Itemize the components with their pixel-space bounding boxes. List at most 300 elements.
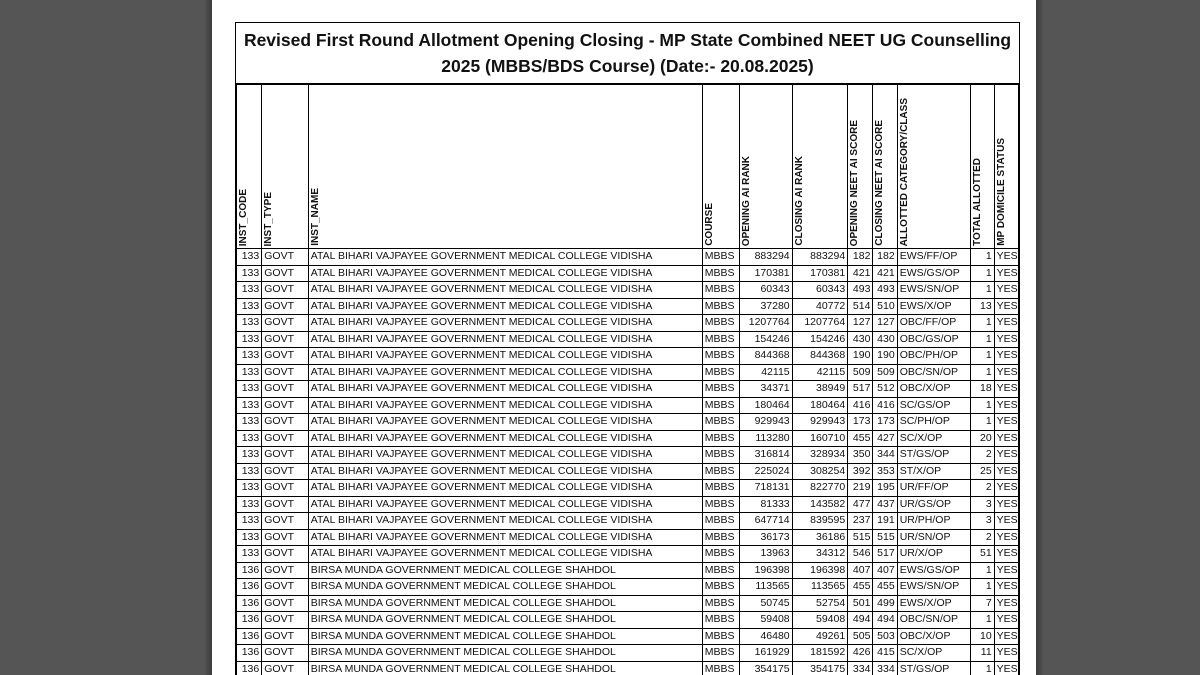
cell-inst-code: 133 <box>237 315 262 332</box>
cell-opening-neet-score: 173 <box>848 414 873 431</box>
cell-inst-name: ATAL BIHARI VAJPAYEE GOVERNMENT MEDICAL COLLEGE VIDISHA <box>308 397 702 414</box>
cell-closing-ai-rank: 328934 <box>792 447 848 464</box>
cell-mp-domicile-status: YES <box>994 529 1018 546</box>
cell-inst-name: ATAL BIHARI VAJPAYEE GOVERNMENT MEDICAL COLLEGE VIDISHA <box>308 331 702 348</box>
cell-inst-name: ATAL BIHARI VAJPAYEE GOVERNMENT MEDICAL COLLEGE VIDISHA <box>308 414 702 431</box>
cell-inst-name: ATAL BIHARI VAJPAYEE GOVERNMENT MEDICAL COLLEGE VIDISHA <box>308 348 702 365</box>
table-row <box>237 562 1019 579</box>
cell-allotted-category: UR/X/OP <box>897 546 971 563</box>
cell-total-allotted: 2 <box>971 529 994 546</box>
cell-allotted-category: OBC/X/OP <box>897 381 971 398</box>
cell-closing-neet-score: 437 <box>873 496 897 513</box>
cell-closing-ai-rank: 34312 <box>792 546 848 563</box>
cell-allotted-category: OBC/GS/OP <box>897 331 971 348</box>
cell-closing-ai-rank: 929943 <box>792 414 848 431</box>
cell-closing-neet-score: 353 <box>873 463 897 480</box>
header-row <box>237 85 1019 249</box>
table-row <box>237 513 1019 530</box>
cell-closing-ai-rank: 308254 <box>792 463 848 480</box>
header-label: OPENING AI RANK <box>741 155 753 246</box>
title-line-1: Revised First Round Allotment Opening Closing - MP State Combined NEET UG Counselling <box>243 30 1012 50</box>
cell-inst-code: 136 <box>237 595 262 612</box>
cell-total-allotted: 1 <box>971 397 994 414</box>
cell-opening-ai-rank: 59408 <box>740 612 793 629</box>
cell-total-allotted: 51 <box>971 546 994 563</box>
cell-closing-neet-score: 427 <box>873 430 897 447</box>
cell-course: MBBS <box>702 513 739 530</box>
cell-opening-ai-rank: 36173 <box>740 529 793 546</box>
table-row <box>237 381 1019 398</box>
header-label: INST_CODE <box>238 188 249 246</box>
cell-inst-name: ATAL BIHARI VAJPAYEE GOVERNMENT MEDICAL COLLEGE VIDISHA <box>308 364 702 381</box>
cell-closing-ai-rank: 196398 <box>792 562 848 579</box>
cell-inst-name: BIRSA MUNDA GOVERNMENT MEDICAL COLLEGE SHAHDOL <box>308 562 702 579</box>
cell-inst-code: 133 <box>237 414 262 431</box>
cell-opening-ai-rank: 929943 <box>740 414 793 431</box>
cell-course: MBBS <box>702 562 739 579</box>
cell-total-allotted: 20 <box>971 430 994 447</box>
cell-mp-domicile-status: YES <box>994 546 1018 563</box>
cell-inst-code: 136 <box>237 661 262 675</box>
cell-inst-type: GOVT <box>262 348 308 365</box>
cell-allotted-category: OBC/SN/OP <box>897 612 971 629</box>
cell-opening-ai-rank: 46480 <box>740 628 793 645</box>
cell-course: MBBS <box>702 331 739 348</box>
cell-closing-neet-score: 503 <box>873 628 897 645</box>
cell-closing-neet-score: 512 <box>873 381 897 398</box>
table-row <box>237 546 1019 563</box>
cell-opening-neet-score: 501 <box>848 595 873 612</box>
cell-opening-ai-rank: 170381 <box>740 265 793 282</box>
cell-total-allotted: 3 <box>971 496 994 513</box>
table-row <box>237 529 1019 546</box>
cell-opening-ai-rank: 225024 <box>740 463 793 480</box>
cell-inst-code: 133 <box>237 513 262 530</box>
cell-inst-name: BIRSA MUNDA GOVERNMENT MEDICAL COLLEGE SHAHDOL <box>308 628 702 645</box>
cell-allotted-category: OBC/PH/OP <box>897 348 971 365</box>
cell-mp-domicile-status: YES <box>994 612 1018 629</box>
cell-allotted-category: EWS/SN/OP <box>897 282 971 299</box>
cell-inst-name: ATAL BIHARI VAJPAYEE GOVERNMENT MEDICAL COLLEGE VIDISHA <box>308 265 702 282</box>
header-inst-type <box>262 85 308 249</box>
cell-total-allotted: 1 <box>971 265 994 282</box>
cell-allotted-category: ST/GS/OP <box>897 661 971 675</box>
cell-course: MBBS <box>702 529 739 546</box>
cell-closing-ai-rank: 113565 <box>792 579 848 596</box>
cell-opening-ai-rank: 37280 <box>740 298 793 315</box>
cell-inst-type: GOVT <box>262 331 308 348</box>
header-label: INST_TYPE <box>263 191 275 246</box>
cell-closing-ai-rank: 160710 <box>792 430 848 447</box>
cell-total-allotted: 1 <box>971 364 994 381</box>
cell-opening-neet-score: 407 <box>848 562 873 579</box>
cell-allotted-category: OBC/SN/OP <box>897 364 971 381</box>
cell-opening-neet-score: 421 <box>848 265 873 282</box>
cell-course: MBBS <box>702 397 739 414</box>
cell-closing-neet-score: 509 <box>873 364 897 381</box>
cell-opening-neet-score: 127 <box>848 315 873 332</box>
cell-closing-neet-score: 517 <box>873 546 897 563</box>
header-opening-neet-score <box>848 85 873 249</box>
cell-closing-neet-score: 182 <box>873 249 897 266</box>
cell-closing-neet-score: 421 <box>873 265 897 282</box>
cell-opening-ai-rank: 113565 <box>740 579 793 596</box>
cell-total-allotted: 1 <box>971 579 994 596</box>
cell-total-allotted: 1 <box>971 612 994 629</box>
cell-inst-name: ATAL BIHARI VAJPAYEE GOVERNMENT MEDICAL COLLEGE VIDISHA <box>308 447 702 464</box>
cell-opening-neet-score: 455 <box>848 579 873 596</box>
cell-course: MBBS <box>702 628 739 645</box>
cell-inst-code: 133 <box>237 381 262 398</box>
cell-inst-code: 133 <box>237 282 262 299</box>
cell-allotted-category: SC/GS/OP <box>897 397 971 414</box>
cell-mp-domicile-status: YES <box>994 397 1018 414</box>
cell-inst-name: ATAL BIHARI VAJPAYEE GOVERNMENT MEDICAL COLLEGE VIDISHA <box>308 381 702 398</box>
cell-allotted-category: ST/GS/OP <box>897 447 971 464</box>
cell-closing-neet-score: 493 <box>873 282 897 299</box>
table-row <box>237 579 1019 596</box>
cell-inst-type: GOVT <box>262 315 308 332</box>
cell-opening-neet-score: 455 <box>848 430 873 447</box>
cell-allotted-category: EWS/GS/OP <box>897 265 971 282</box>
cell-closing-ai-rank: 42115 <box>792 364 848 381</box>
cell-allotted-category: UR/SN/OP <box>897 529 971 546</box>
cell-opening-neet-score: 426 <box>848 645 873 662</box>
cell-mp-domicile-status: YES <box>994 645 1018 662</box>
cell-inst-type: GOVT <box>262 430 308 447</box>
cell-closing-neet-score: 190 <box>873 348 897 365</box>
cell-closing-ai-rank: 59408 <box>792 612 848 629</box>
cell-opening-neet-score: 219 <box>848 480 873 497</box>
header-label: ALLOTTED CATEGORY/CLASS <box>898 97 910 246</box>
cell-mp-domicile-status: YES <box>994 496 1018 513</box>
cell-inst-type: GOVT <box>262 249 308 266</box>
header-label: INST_NAME <box>309 188 321 246</box>
cell-closing-neet-score: 499 <box>873 595 897 612</box>
cell-mp-domicile-status: YES <box>994 298 1018 315</box>
header-course <box>702 85 739 249</box>
cell-mp-domicile-status: YES <box>994 628 1018 645</box>
cell-total-allotted: 2 <box>971 447 994 464</box>
table-row <box>237 496 1019 513</box>
cell-opening-neet-score: 493 <box>848 282 873 299</box>
cell-inst-type: GOVT <box>262 364 308 381</box>
cell-total-allotted: 2 <box>971 480 994 497</box>
cell-opening-ai-rank: 196398 <box>740 562 793 579</box>
cell-course: MBBS <box>702 463 739 480</box>
cell-inst-type: GOVT <box>262 628 308 645</box>
cell-allotted-category: SC/PH/OP <box>897 414 971 431</box>
cell-inst-code: 136 <box>237 645 262 662</box>
cell-mp-domicile-status: YES <box>994 513 1018 530</box>
cell-closing-neet-score: 415 <box>873 645 897 662</box>
cell-course: MBBS <box>702 381 739 398</box>
cell-inst-code: 133 <box>237 249 262 266</box>
cell-allotted-category: UR/GS/OP <box>897 496 971 513</box>
cell-total-allotted: 1 <box>971 661 994 675</box>
cell-closing-ai-rank: 40772 <box>792 298 848 315</box>
cell-inst-type: GOVT <box>262 282 308 299</box>
cell-inst-type: GOVT <box>262 265 308 282</box>
cell-total-allotted: 11 <box>971 645 994 662</box>
cell-allotted-category: EWS/X/OP <box>897 595 971 612</box>
cell-opening-neet-score: 494 <box>848 612 873 629</box>
cell-inst-type: GOVT <box>262 645 308 662</box>
header-label: OPENING NEET AI SCORE <box>849 119 861 246</box>
cell-course: MBBS <box>702 298 739 315</box>
cell-closing-neet-score: 195 <box>873 480 897 497</box>
cell-inst-name: ATAL BIHARI VAJPAYEE GOVERNMENT MEDICAL COLLEGE VIDISHA <box>308 315 702 332</box>
cell-closing-neet-score: 191 <box>873 513 897 530</box>
cell-closing-neet-score: 127 <box>873 315 897 332</box>
cell-allotted-category: OBC/FF/OP <box>897 315 971 332</box>
table-row <box>237 661 1019 675</box>
cell-inst-type: GOVT <box>262 661 308 675</box>
cell-closing-neet-score: 416 <box>873 397 897 414</box>
cell-closing-ai-rank: 883294 <box>792 249 848 266</box>
header-label: MP DOMICILE STATUS <box>995 138 1007 246</box>
cell-opening-neet-score: 515 <box>848 529 873 546</box>
cell-mp-domicile-status: YES <box>994 447 1018 464</box>
cell-inst-type: GOVT <box>262 397 308 414</box>
cell-inst-type: GOVT <box>262 480 308 497</box>
cell-closing-ai-rank: 154246 <box>792 331 848 348</box>
table-body <box>237 249 1019 675</box>
cell-opening-neet-score: 334 <box>848 661 873 675</box>
cell-inst-code: 133 <box>237 298 262 315</box>
header-total-allotted <box>971 85 994 249</box>
table-row <box>237 628 1019 645</box>
cell-opening-neet-score: 182 <box>848 249 873 266</box>
cell-closing-neet-score: 430 <box>873 331 897 348</box>
cell-opening-ai-rank: 50745 <box>740 595 793 612</box>
cell-allotted-category: EWS/GS/OP <box>897 562 971 579</box>
table-row <box>237 447 1019 464</box>
cell-total-allotted: 1 <box>971 282 994 299</box>
cell-closing-ai-rank: 52754 <box>792 595 848 612</box>
header-allotted-category <box>897 85 971 249</box>
document-title <box>236 23 1019 84</box>
header-inst-name <box>308 85 702 249</box>
header-mp-domicile-status <box>994 85 1018 249</box>
cell-inst-name: ATAL BIHARI VAJPAYEE GOVERNMENT MEDICAL COLLEGE VIDISHA <box>308 496 702 513</box>
cell-total-allotted: 7 <box>971 595 994 612</box>
table-row <box>237 364 1019 381</box>
cell-total-allotted: 1 <box>971 315 994 332</box>
cell-inst-type: GOVT <box>262 562 308 579</box>
table-row <box>237 265 1019 282</box>
cell-opening-ai-rank: 1207764 <box>740 315 793 332</box>
cell-closing-ai-rank: 38949 <box>792 381 848 398</box>
cell-course: MBBS <box>702 265 739 282</box>
cell-opening-neet-score: 517 <box>848 381 873 398</box>
table-row <box>237 645 1019 662</box>
cell-opening-ai-rank: 81333 <box>740 496 793 513</box>
header-closing-neet-score <box>873 85 897 249</box>
cell-allotted-category: EWS/X/OP <box>897 298 971 315</box>
header-label: COURSE <box>703 203 715 246</box>
cell-mp-domicile-status: YES <box>994 348 1018 365</box>
cell-allotted-category: EWS/FF/OP <box>897 249 971 266</box>
cell-inst-type: GOVT <box>262 463 308 480</box>
cell-total-allotted: 1 <box>971 348 994 365</box>
cell-mp-domicile-status: YES <box>994 661 1018 675</box>
cell-inst-code: 133 <box>237 529 262 546</box>
cell-inst-type: GOVT <box>262 612 308 629</box>
table-row <box>237 595 1019 612</box>
cell-total-allotted: 1 <box>971 331 994 348</box>
table-row <box>237 298 1019 315</box>
cell-opening-ai-rank: 844368 <box>740 348 793 365</box>
cell-course: MBBS <box>702 595 739 612</box>
header-closing-ai-rank <box>792 85 848 249</box>
cell-closing-ai-rank: 844368 <box>792 348 848 365</box>
cell-opening-ai-rank: 34371 <box>740 381 793 398</box>
header-label: TOTAL ALLOTTED <box>972 158 984 246</box>
cell-inst-type: GOVT <box>262 298 308 315</box>
cell-opening-ai-rank: 180464 <box>740 397 793 414</box>
table-row <box>237 480 1019 497</box>
cell-allotted-category: UR/FF/OP <box>897 480 971 497</box>
cell-course: MBBS <box>702 447 739 464</box>
table-row <box>237 463 1019 480</box>
cell-total-allotted: 1 <box>971 562 994 579</box>
allotment-sheet <box>235 22 1020 675</box>
table-row <box>237 249 1019 266</box>
cell-course: MBBS <box>702 496 739 513</box>
table-row <box>237 430 1019 447</box>
table-row <box>237 414 1019 431</box>
table-row <box>237 348 1019 365</box>
cell-opening-ai-rank: 354175 <box>740 661 793 675</box>
cell-total-allotted: 10 <box>971 628 994 645</box>
cell-closing-neet-score: 494 <box>873 612 897 629</box>
cell-opening-ai-rank: 13963 <box>740 546 793 563</box>
cell-mp-domicile-status: YES <box>994 463 1018 480</box>
cell-opening-neet-score: 505 <box>848 628 873 645</box>
cell-inst-type: GOVT <box>262 513 308 530</box>
header-opening-ai-rank <box>740 85 793 249</box>
cell-course: MBBS <box>702 315 739 332</box>
cell-closing-neet-score: 455 <box>873 579 897 596</box>
cell-closing-ai-rank: 181592 <box>792 645 848 662</box>
cell-opening-neet-score: 190 <box>848 348 873 365</box>
cell-opening-ai-rank: 60343 <box>740 282 793 299</box>
cell-course: MBBS <box>702 480 739 497</box>
cell-allotted-category: SC/X/OP <box>897 645 971 662</box>
cell-inst-name: ATAL BIHARI VAJPAYEE GOVERNMENT MEDICAL COLLEGE VIDISHA <box>308 529 702 546</box>
cell-opening-ai-rank: 161929 <box>740 645 793 662</box>
cell-closing-ai-rank: 49261 <box>792 628 848 645</box>
cell-inst-type: GOVT <box>262 579 308 596</box>
table-row <box>237 612 1019 629</box>
cell-inst-type: GOVT <box>262 414 308 431</box>
cell-mp-domicile-status: YES <box>994 331 1018 348</box>
cell-opening-neet-score: 509 <box>848 364 873 381</box>
cell-inst-type: GOVT <box>262 546 308 563</box>
cell-total-allotted: 1 <box>971 249 994 266</box>
cell-course: MBBS <box>702 282 739 299</box>
cell-closing-ai-rank: 170381 <box>792 265 848 282</box>
cell-inst-type: GOVT <box>262 447 308 464</box>
cell-inst-name: BIRSA MUNDA GOVERNMENT MEDICAL COLLEGE SHAHDOL <box>308 645 702 662</box>
cell-closing-neet-score: 334 <box>873 661 897 675</box>
cell-inst-name: ATAL BIHARI VAJPAYEE GOVERNMENT MEDICAL COLLEGE VIDISHA <box>308 546 702 563</box>
cell-opening-neet-score: 237 <box>848 513 873 530</box>
cell-closing-neet-score: 344 <box>873 447 897 464</box>
cell-opening-ai-rank: 647714 <box>740 513 793 530</box>
cell-course: MBBS <box>702 414 739 431</box>
cell-opening-ai-rank: 154246 <box>740 331 793 348</box>
cell-course: MBBS <box>702 249 739 266</box>
cell-course: MBBS <box>702 364 739 381</box>
header-inst-code <box>237 85 262 249</box>
cell-inst-code: 133 <box>237 480 262 497</box>
cell-total-allotted: 1 <box>971 414 994 431</box>
table-header <box>237 85 1019 249</box>
cell-allotted-category: ST/X/OP <box>897 463 971 480</box>
header-label: CLOSING AI RANK <box>793 156 805 246</box>
cell-closing-ai-rank: 60343 <box>792 282 848 299</box>
table-row <box>237 282 1019 299</box>
cell-mp-domicile-status: YES <box>994 381 1018 398</box>
header-label: CLOSING NEET AI SCORE <box>874 120 886 246</box>
cell-total-allotted: 13 <box>971 298 994 315</box>
cell-closing-ai-rank: 822770 <box>792 480 848 497</box>
cell-inst-name: BIRSA MUNDA GOVERNMENT MEDICAL COLLEGE SHAHDOL <box>308 612 702 629</box>
cell-opening-ai-rank: 316814 <box>740 447 793 464</box>
cell-inst-code: 133 <box>237 364 262 381</box>
cell-inst-name: BIRSA MUNDA GOVERNMENT MEDICAL COLLEGE SHAHDOL <box>308 595 702 612</box>
cell-inst-code: 133 <box>237 397 262 414</box>
cell-mp-domicile-status: YES <box>994 480 1018 497</box>
cell-closing-ai-rank: 839595 <box>792 513 848 530</box>
cell-closing-neet-score: 510 <box>873 298 897 315</box>
cell-inst-code: 133 <box>237 265 262 282</box>
cell-mp-domicile-status: YES <box>994 364 1018 381</box>
allotment-table <box>236 84 1019 675</box>
cell-opening-neet-score: 350 <box>848 447 873 464</box>
document-page <box>212 0 1036 675</box>
cell-opening-ai-rank: 883294 <box>740 249 793 266</box>
cell-mp-domicile-status: YES <box>994 265 1018 282</box>
cell-allotted-category: UR/PH/OP <box>897 513 971 530</box>
cell-inst-code: 133 <box>237 447 262 464</box>
cell-closing-ai-rank: 1207764 <box>792 315 848 332</box>
cell-inst-code: 133 <box>237 331 262 348</box>
cell-mp-domicile-status: YES <box>994 282 1018 299</box>
cell-mp-domicile-status: YES <box>994 414 1018 431</box>
cell-inst-type: GOVT <box>262 595 308 612</box>
cell-total-allotted: 3 <box>971 513 994 530</box>
cell-inst-name: ATAL BIHARI VAJPAYEE GOVERNMENT MEDICAL COLLEGE VIDISHA <box>308 430 702 447</box>
cell-inst-code: 133 <box>237 348 262 365</box>
cell-mp-domicile-status: YES <box>994 249 1018 266</box>
cell-opening-neet-score: 514 <box>848 298 873 315</box>
table-row <box>237 331 1019 348</box>
cell-total-allotted: 25 <box>971 463 994 480</box>
cell-course: MBBS <box>702 546 739 563</box>
cell-inst-name: ATAL BIHARI VAJPAYEE GOVERNMENT MEDICAL COLLEGE VIDISHA <box>308 249 702 266</box>
cell-inst-code: 133 <box>237 546 262 563</box>
cell-opening-ai-rank: 42115 <box>740 364 793 381</box>
cell-opening-ai-rank: 718131 <box>740 480 793 497</box>
cell-mp-domicile-status: YES <box>994 595 1018 612</box>
cell-course: MBBS <box>702 645 739 662</box>
cell-inst-code: 136 <box>237 562 262 579</box>
cell-inst-name: BIRSA MUNDA GOVERNMENT MEDICAL COLLEGE SHAHDOL <box>308 579 702 596</box>
cell-closing-neet-score: 173 <box>873 414 897 431</box>
